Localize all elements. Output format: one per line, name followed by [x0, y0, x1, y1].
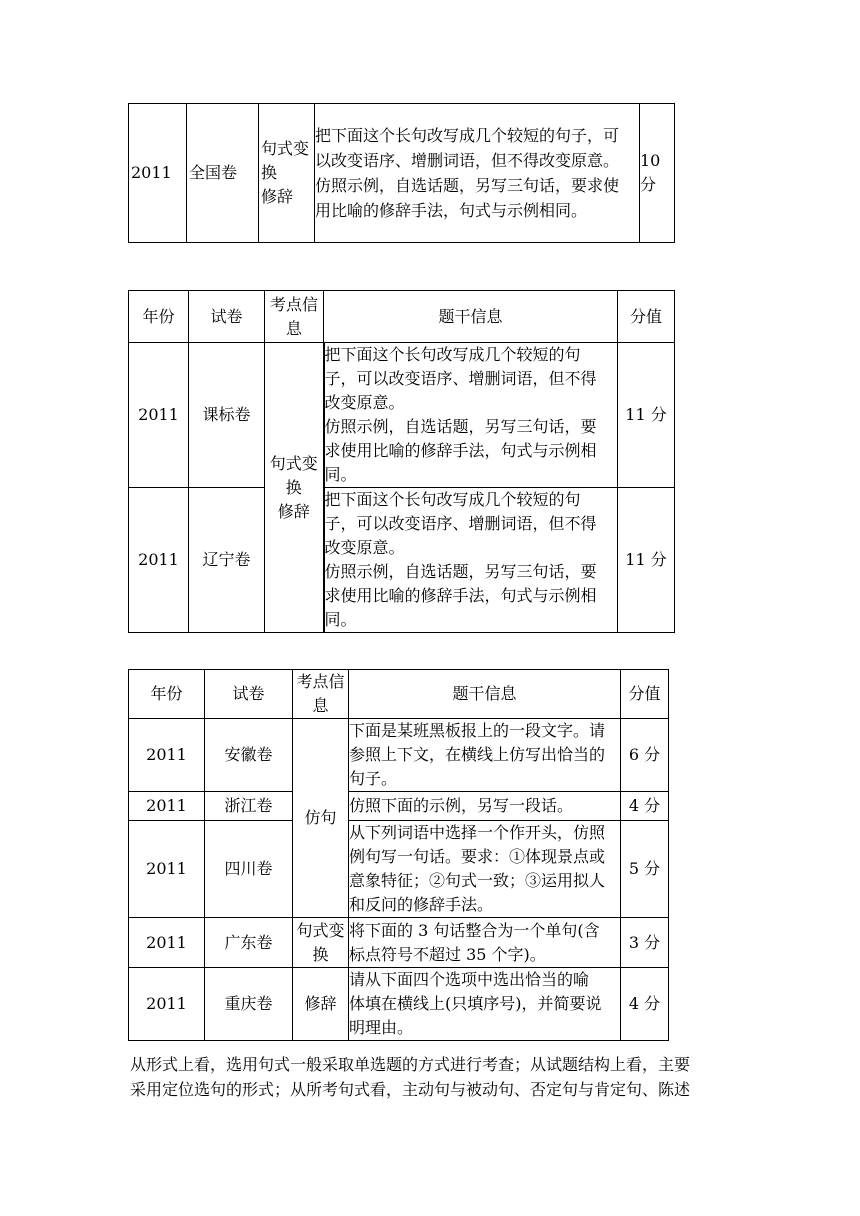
question-cell: 把下面这个长句改写成几个较短的句 子，可以改变语序、增删词语，但不得 改变原意。 仿照示例，自选话题，另写三句话，要 求使用比喻的修辞手法，句式与示例相 同。: [324, 343, 618, 488]
table-row: [129, 343, 675, 488]
topic-cell: 句式变 换: [293, 918, 349, 968]
header-year: 年份: [129, 291, 189, 343]
header-paper: 试卷: [205, 670, 293, 719]
table-row: [129, 968, 669, 1041]
table-row: [129, 792, 669, 821]
paragraph-line: 从形式上看，选用句式一般采取单选题的方式进行考查；从试题结构上看，主要: [130, 1055, 691, 1074]
paper-cell: 重庆卷: [205, 968, 293, 1041]
year-cell: 2011: [129, 104, 187, 243]
score-cell: 4 分: [621, 792, 669, 821]
year-cell: 2011: [129, 968, 205, 1041]
exam-table-rewrite: [128, 290, 675, 633]
paper-cell: 四川卷: [205, 821, 293, 918]
question-cell: 从下列词语中选择一个作开头，仿照 例句写一句话。要求：①体现景点或 意象特征；②句式一致；③运用拟人 和反问的修辞手法。: [349, 821, 621, 918]
paper-cell: 广东卷: [205, 918, 293, 968]
topic-cell: 句式变 换 修辞: [265, 343, 324, 633]
body-paragraph: [130, 1052, 742, 1102]
exam-table-national: [128, 103, 675, 243]
question-cell: 把下面这个长句改写成几个较短的句 子，可以改变语序、增删词语，但不得 改变原意。 仿照示例，自选话题，另写三句话，要 求使用比喻的修辞手法，句式与示例相 同。: [324, 488, 618, 633]
score-cell: 6 分: [621, 719, 669, 792]
header-score: 分值: [618, 291, 675, 343]
question-cell: 将下面的 3 句话整合为一个单句(含 标点符号不超过 35 个字)。: [349, 918, 621, 968]
topic-cell: 句式变 换 修辞: [259, 104, 315, 243]
paper-cell: 课标卷: [189, 343, 265, 488]
table-row: [129, 104, 675, 243]
table-row: [129, 488, 675, 633]
header-question: 题干信息: [324, 291, 618, 343]
year-cell: 2011: [129, 343, 189, 488]
paragraph-line: 采用定位选句的形式；从所考句式看，主动句与被动句、否定句与肯定句、陈述: [130, 1080, 691, 1099]
exam-table-imitation: [128, 669, 669, 1041]
header-row: [129, 291, 675, 343]
header-topic: 考点信 息: [293, 670, 349, 719]
paper-cell: 全国卷: [187, 104, 259, 243]
year-cell: 2011: [129, 792, 205, 821]
paper-cell: 辽宁卷: [189, 488, 265, 633]
question-cell: 下面是某班黑板报上的一段文字。请 参照上下文，在横线上仿写出恰当的 句子。: [349, 719, 621, 792]
topic-cell: 修辞: [293, 968, 349, 1041]
score-cell: 3 分: [621, 918, 669, 968]
header-year: 年份: [129, 670, 205, 719]
score-cell: 10 分: [640, 104, 675, 243]
question-cell: 请从下面四个选项中选出恰当的喻 体填在横线上(只填序号)，并简要说 明理由。: [349, 968, 621, 1041]
table-row: [129, 821, 669, 918]
table-row: [129, 719, 669, 792]
header-row: [129, 670, 669, 719]
table-row: [129, 918, 669, 968]
score-cell: 11 分: [618, 488, 675, 633]
score-cell: 11 分: [618, 343, 675, 488]
paper-cell: 浙江卷: [205, 792, 293, 821]
score-cell: 5 分: [621, 821, 669, 918]
question-cell: 仿照下面的示例，另写一段话。: [349, 792, 621, 821]
header-score: 分值: [621, 670, 669, 719]
year-cell: 2011: [129, 821, 205, 918]
header-paper: 试卷: [189, 291, 265, 343]
question-cell: 把下面这个长句改写成几个较短的句子，可 以改变语序、增删词语，但不得改变原意。 仿照示例，自选话题，另写三句话，要求使 用比喻的修辞手法，句式与示例相同。: [315, 104, 640, 243]
year-cell: 2011: [129, 719, 205, 792]
header-topic: 考点信 息: [265, 291, 324, 343]
topic-cell: 仿句: [293, 719, 349, 918]
score-cell: 4 分: [621, 968, 669, 1041]
header-question: 题干信息: [349, 670, 621, 719]
paper-cell: 安徽卷: [205, 719, 293, 792]
year-cell: 2011: [129, 918, 205, 968]
year-cell: 2011: [129, 488, 189, 633]
